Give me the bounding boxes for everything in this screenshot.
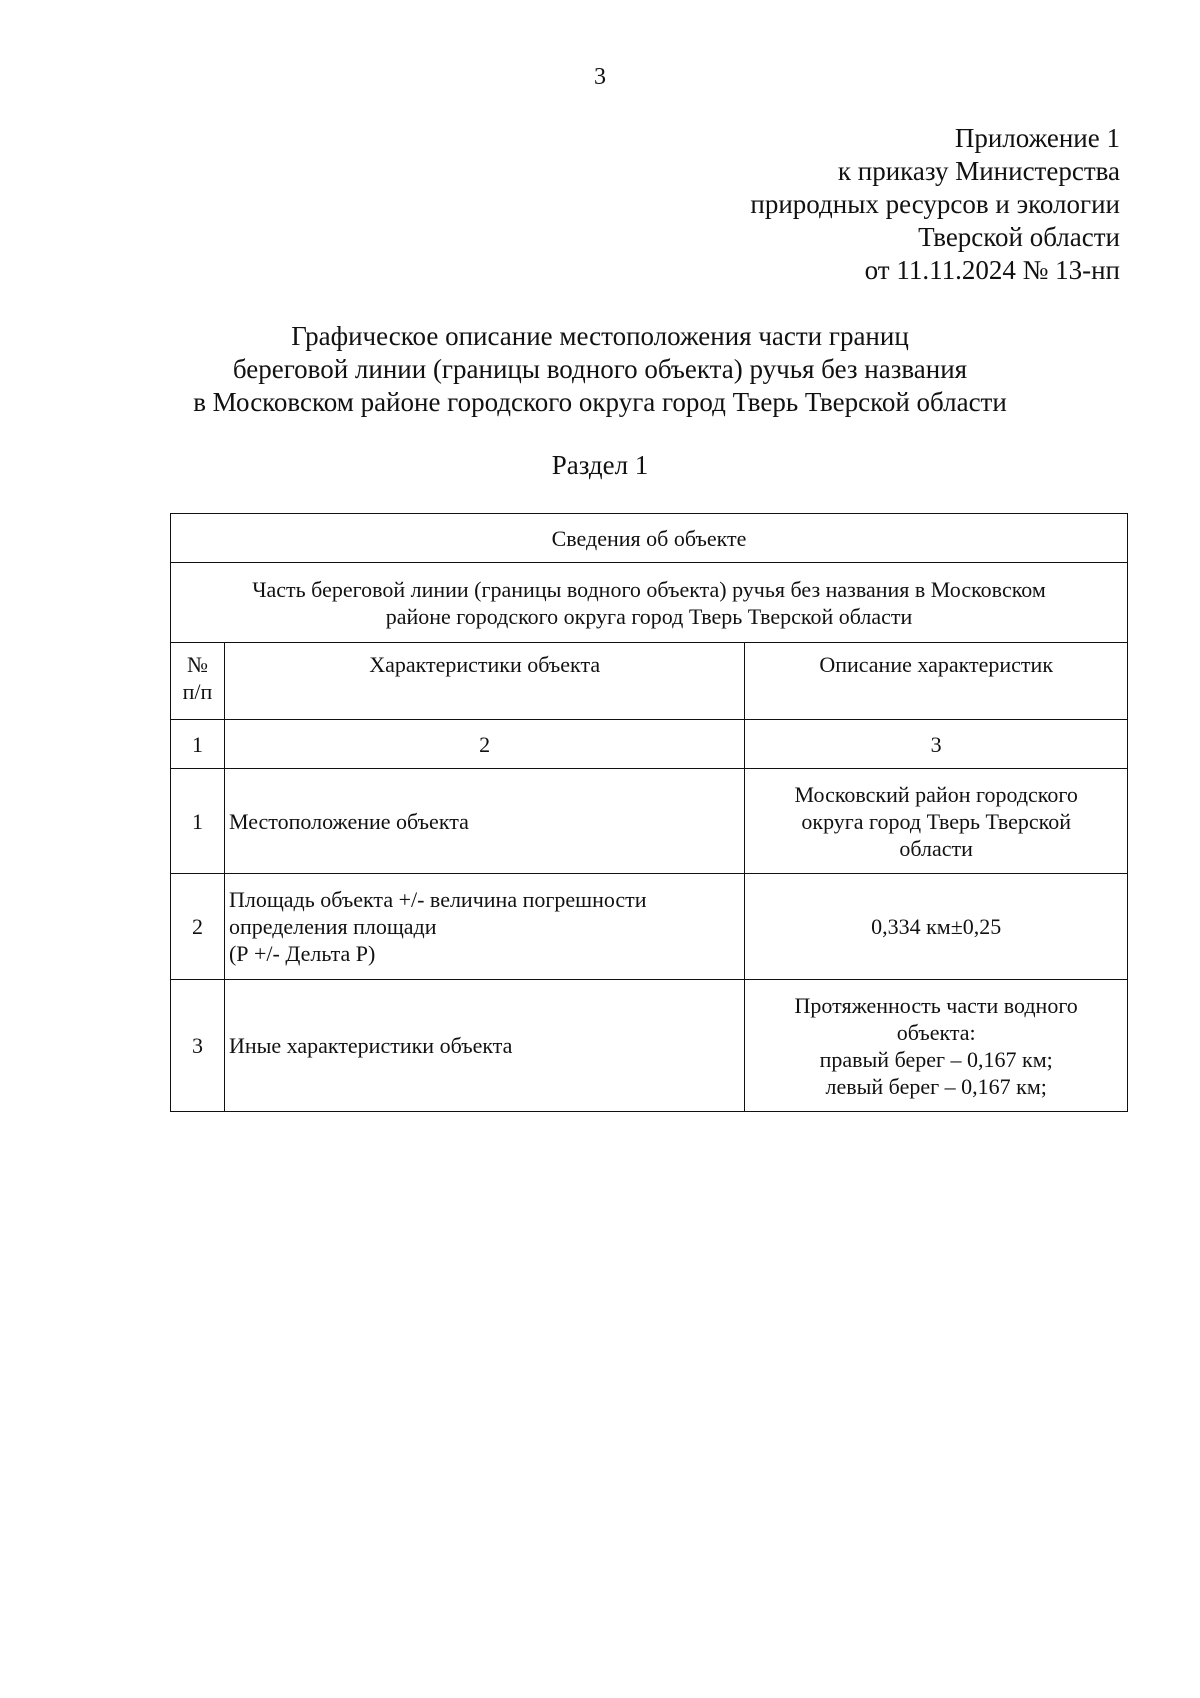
row-characteristic [224, 874, 744, 980]
column-number: 3 [745, 720, 1128, 769]
header-num [171, 643, 225, 720]
object-name-line: районе городского округа город Тверь Тверской области [385, 603, 913, 629]
row-description [745, 874, 1128, 980]
table-row [171, 980, 1128, 1112]
characteristic-line: (Р +/- Дельта Р) [228, 941, 376, 966]
appendix-line: Тверской области [918, 222, 1120, 252]
row-description [745, 980, 1128, 1112]
appendix-line: природных ресурсов и экологии [750, 189, 1120, 219]
description-line: округа город Тверь Тверской [801, 808, 1071, 834]
page-number: 3 [594, 64, 606, 90]
row-number: 1 [171, 769, 225, 874]
column-number: 2 [224, 720, 744, 769]
description-line: правый берег – 0,167 км; [819, 1046, 1053, 1072]
description-line: левый берег – 0,167 км; [825, 1073, 1047, 1099]
appendix-line: к приказу Министерства [837, 156, 1120, 186]
description-line: объекта: [896, 1019, 976, 1045]
appendix-header [750, 122, 1120, 287]
row-characteristic [224, 769, 744, 874]
table-row [171, 874, 1128, 980]
appendix-line: от 11.11.2024 № 13-нп [864, 255, 1120, 285]
header-characteristics: Характеристики объекта [224, 643, 744, 720]
row-number: 3 [171, 980, 225, 1112]
object-name-cell [171, 563, 1128, 643]
title-line: в Московском районе городского округа город Тверь Тверской области [193, 387, 1007, 417]
header-num-line: п/п [182, 679, 213, 704]
column-number: 1 [171, 720, 225, 769]
characteristic-line: определения площади [228, 914, 437, 939]
object-name-line: Часть береговой линии (границы водного объекта) ручья без названия в Московском [252, 576, 1046, 602]
row-characteristic [224, 980, 744, 1112]
description-line: области [899, 835, 973, 861]
description-line: Протяженность части водного [794, 992, 1078, 1018]
title-line: береговой линии (границы водного объекта) ручья без названия [232, 354, 968, 384]
document-title [150, 320, 1050, 419]
title-line: Графическое описание местоположения части границ [291, 321, 909, 351]
appendix-line: Приложение 1 [954, 123, 1120, 153]
characteristic-line: Иные характеристики объекта [228, 1033, 513, 1058]
description-line: Московский район городского [794, 781, 1078, 807]
section-label: Раздел 1 [551, 450, 649, 480]
table-caption: Сведения об объекте [171, 514, 1128, 563]
characteristic-line: Площадь объекта +/- величина погрешности [228, 887, 647, 912]
header-description: Описание характеристик [745, 643, 1128, 720]
object-info-table [170, 513, 1128, 1112]
header-num-line: № [186, 652, 208, 677]
characteristic-line: Местоположение объекта [228, 808, 469, 834]
table-row [171, 769, 1128, 874]
row-description [745, 769, 1128, 874]
description-line: 0,334 км±0,25 [871, 914, 1002, 939]
row-number: 2 [171, 874, 225, 980]
